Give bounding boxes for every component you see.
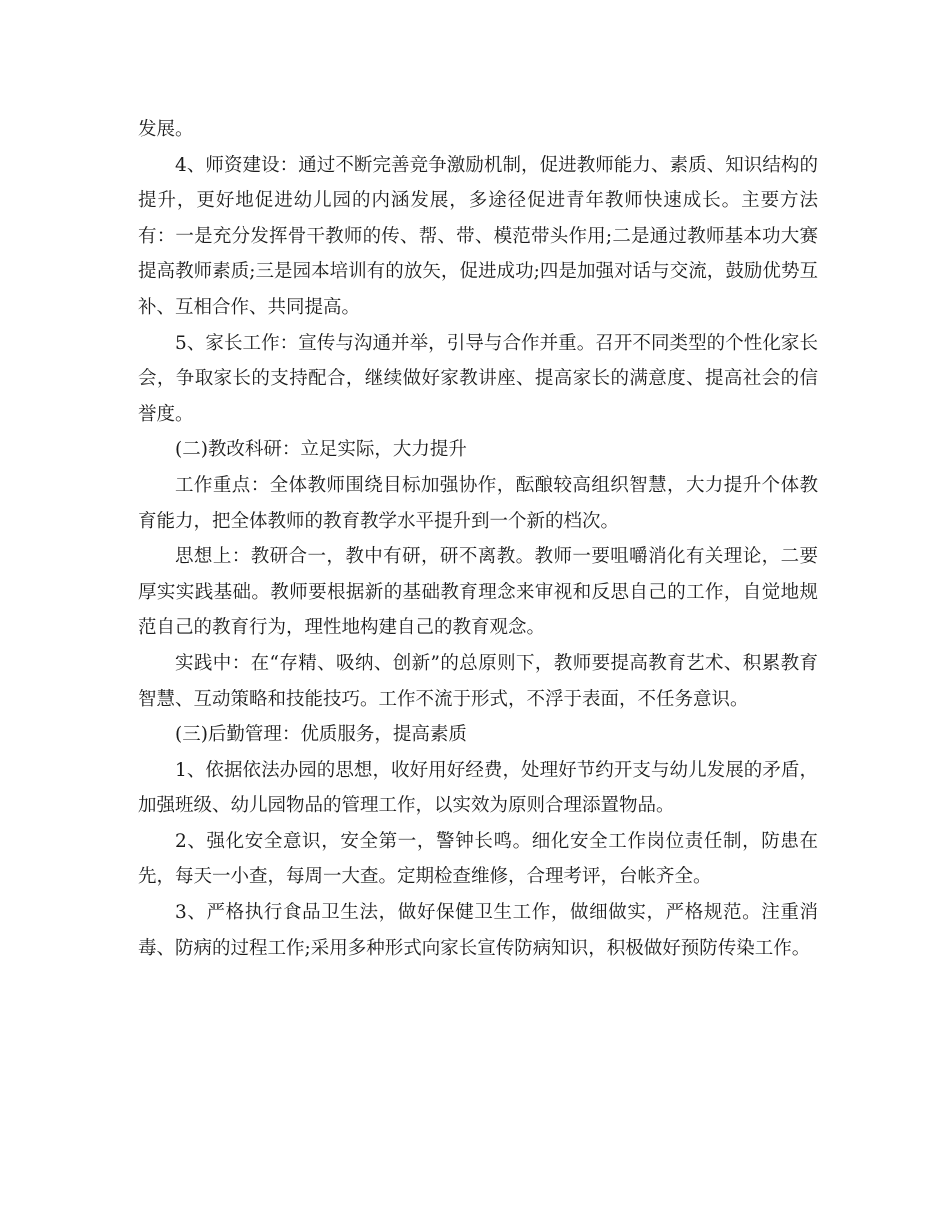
section-heading-logistics: (三)后勤管理：优质服务，提高素质 [175, 724, 467, 746]
paragraph-teacher-building: 4、师资建设：通过不断完善竞争激励机制，促进教师能力、素质、知识结构的提升，更好地促进幼儿园的内涵发展，多途径促进青年教师快速成长。主要方法有：一是充分发挥骨干教师的传、帮、带、模范带头作用;二是通过教师基本功大赛提高教师素质;三是园本培训有的放矢，促进成功;四是加强对话与交流，鼓励优势互补、互相合作、共同提高。 [138, 154, 818, 318]
paragraph-logistics-1: 1、依据依法办园的思想，收好用好经费，处理好节约开支与幼儿发展的矛盾，加强班级、幼儿园物品的管理工作，以实效为原则合理添置物品。 [138, 759, 818, 817]
paragraph-practice: 实践中：在“存精、吸纳、创新”的总原则下，教师要提高教育艺术、积累教育智慧、互动策略和技能技巧。工作不流于形式，不浮于表面，不任务意识。 [138, 652, 818, 710]
paragraph-logistics-2: 2、强化安全意识，安全第一，警钟长鸣。细化安全工作岗位责任制，防患在先，每天一小查，每周一大查。定期检查维修，合理考评，台帐齐全。 [138, 830, 818, 888]
paragraph-continuation: 发展。 [138, 119, 194, 140]
paragraph-logistics-3: 3、严格执行食品卫生法，做好保健卫生工作，做细做实，严格规范。注重消毒、防病的过程工作;采用多种形式向家长宣传防病知识，积极做好预防传染工作。 [138, 902, 818, 959]
document-body [138, 112, 818, 966]
paragraph-work-focus: 工作重点：全体教师围绕目标加强协作，酝酿较高组织智慧，大力提升个体教育能力，把全体教师的教育教学水平提升到一个新的档次。 [138, 474, 818, 532]
paragraph-parent-work: 5、家长工作：宣传与沟通并举，引导与合作并重。召开不同类型的个性化家长会，争取家长的支持配合，继续做好家教讲座、提高家长的满意度、提高社会的信誉度。 [138, 332, 818, 425]
section-heading-research: (二)教改科研：立足实际，大力提升 [175, 439, 467, 461]
paragraph-thinking: 思想上：教研合一，教中有研，研不离教。教师一要咀嚼消化有关理论，二要厚实实践基础。教师要根据新的基础教育理念来审视和反思自己的工作，自觉地规范自己的教育行为，理性地构建自己的教育观念。 [138, 546, 818, 639]
